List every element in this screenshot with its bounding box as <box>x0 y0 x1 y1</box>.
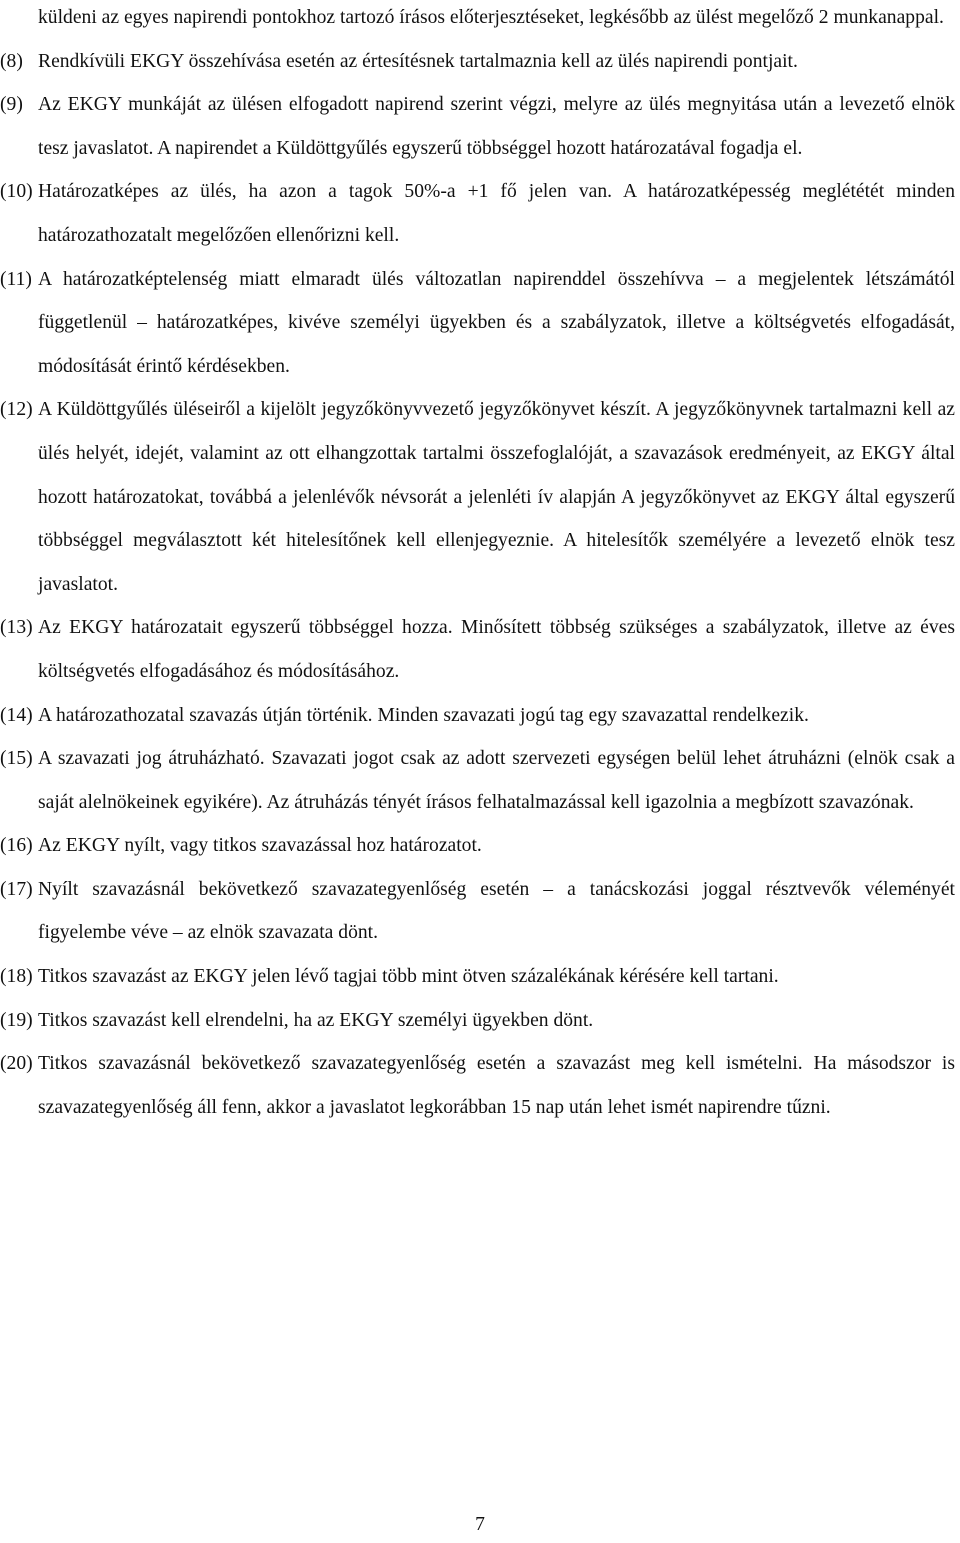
paragraph-9 <box>0 83 955 170</box>
paragraph-text: Az EKGY munkáját az ülésen elfogadott napirend szerint végzi, melyre az ülés megnyitása után a levezető elnök tesz javaslatot. A napirendet a Küldöttgyűlés egyszerű többséggel hozott határozatával fogadja el. <box>38 94 955 159</box>
paragraph-number: (16) <box>0 835 33 857</box>
paragraph-text: A Küldöttgyűlés üléseiről a kijelölt jegyzőkönyvvezető jegyzőkönyvet készít. A jegyzőkönyvnek tartalmazni kell az ülés helyét, idejét, valamint az ott elhangzottak tartalmi összefoglalóját, a szavazások eredményeit, az EKGY által hozott határozatokat, továbbá a jelenlévők névsorát a jelenléti ív alapján A jegyzőkönyvet az EKGY által egyszerű többséggel megválasztott két hitelesítőnek kell ellenjegyeznie. A hitelesítők személyére a levezető elnök tesz javaslatot. <box>38 399 955 595</box>
paragraph-number: (20) <box>0 1053 33 1075</box>
paragraph-number: (9) <box>0 94 23 116</box>
paragraph-number: (8) <box>0 50 23 72</box>
paragraph-text: Az EKGY határozatait egyszerű többséggel hozza. Minősített többség szükséges a szabályzatok, illetve az éves költségvetés elfogadásához és módosításához. <box>38 617 955 682</box>
paragraph-13 <box>0 606 955 693</box>
paragraph-14 <box>0 694 955 738</box>
paragraph-18 <box>0 955 955 999</box>
paragraph-continuation <box>0 0 955 40</box>
paragraph-text: Titkos szavazást kell elrendelni, ha az EKGY személyi ügyekben dönt. <box>38 1009 594 1031</box>
paragraph-number: (10) <box>0 181 33 203</box>
paragraph-number: (13) <box>0 617 33 639</box>
paragraph-text: A szavazati jog átruházható. Szavazati jogot csak az adott szervezeti egységen belül lehet átruházni (elnök csak a saját alelnökeinek egyikére). Az átruházás tényét írásos felhatalmazással kell igazolnia a megbízott szavazónak. <box>38 748 955 813</box>
paragraph-number: (17) <box>0 878 33 900</box>
paragraph-12 <box>0 388 955 606</box>
paragraph-text: Titkos szavazásnál bekövetkező szavazategyenlőség esetén a szavazást meg kell ismételni. Ha másodszor is szavazategyenlőség áll fenn, akkor a javaslatot legkorábban 15 nap után lehet ismét napirendre tűzni. <box>38 1053 955 1118</box>
paragraph-number: (15) <box>0 748 33 770</box>
paragraph-text: Határozatképes az ülés, ha azon a tagok 50%-a +1 fő jelen van. A határozatképesség meglététét minden határozathozatalt megelőzően ellenőrizni kell. <box>38 181 955 246</box>
paragraph-text: küldeni az egyes napirendi pontokhoz tartozó írásos előterjesztéseket, legkésőbb az ülést megelőző 2 munkanappal. <box>38 7 944 28</box>
paragraph-20 <box>0 1042 955 1129</box>
paragraph-text: A határozathozatal szavazás útján történik. Minden szavazati jogú tag egy szavazattal rendelkezik. <box>38 704 809 726</box>
paragraph-text: Rendkívüli EKGY összehívása esetén az értesítésnek tartalmaznia kell az ülés napirendi pontjait. <box>38 50 798 72</box>
paragraph-text: Nyílt szavazásnál bekövetkező szavazategyenlőség esetén – a tanácskozási joggal résztvevők véleményét figyelembe véve – az elnök szavazata dönt. <box>38 878 955 944</box>
paragraph-10 <box>0 170 955 257</box>
paragraph-text: Az EKGY nyílt, vagy titkos szavazással hoz határozatot. <box>38 835 482 857</box>
page-number: 7 <box>475 1514 485 1535</box>
paragraph-number: (14) <box>0 704 33 726</box>
paragraph-text: A határozatképtelenség miatt elmaradt ülés változatlan napirenddel összehívva – a megjelentek létszámától függetlenül – határozatképes, kivéve személyi ügyekben és a szabályzatok, illetve a költségvetés elfogadását, módosítását érintő kérdésekben. <box>38 268 955 377</box>
paragraph-8 <box>0 40 955 84</box>
paragraph-11 <box>0 258 955 389</box>
paragraph-17 <box>0 868 955 955</box>
paragraph-16 <box>0 824 955 868</box>
paragraph-number: (19) <box>0 1009 33 1031</box>
paragraph-number: (11) <box>0 268 32 290</box>
paragraph-19 <box>0 999 955 1043</box>
paragraph-text: Titkos szavazást az EKGY jelen lévő tagjai több mint ötven százalékának kérésére kell tartani. <box>38 966 779 988</box>
paragraph-number: (12) <box>0 399 33 421</box>
paragraph-15 <box>0 737 955 824</box>
paragraph-number: (18) <box>0 966 33 988</box>
